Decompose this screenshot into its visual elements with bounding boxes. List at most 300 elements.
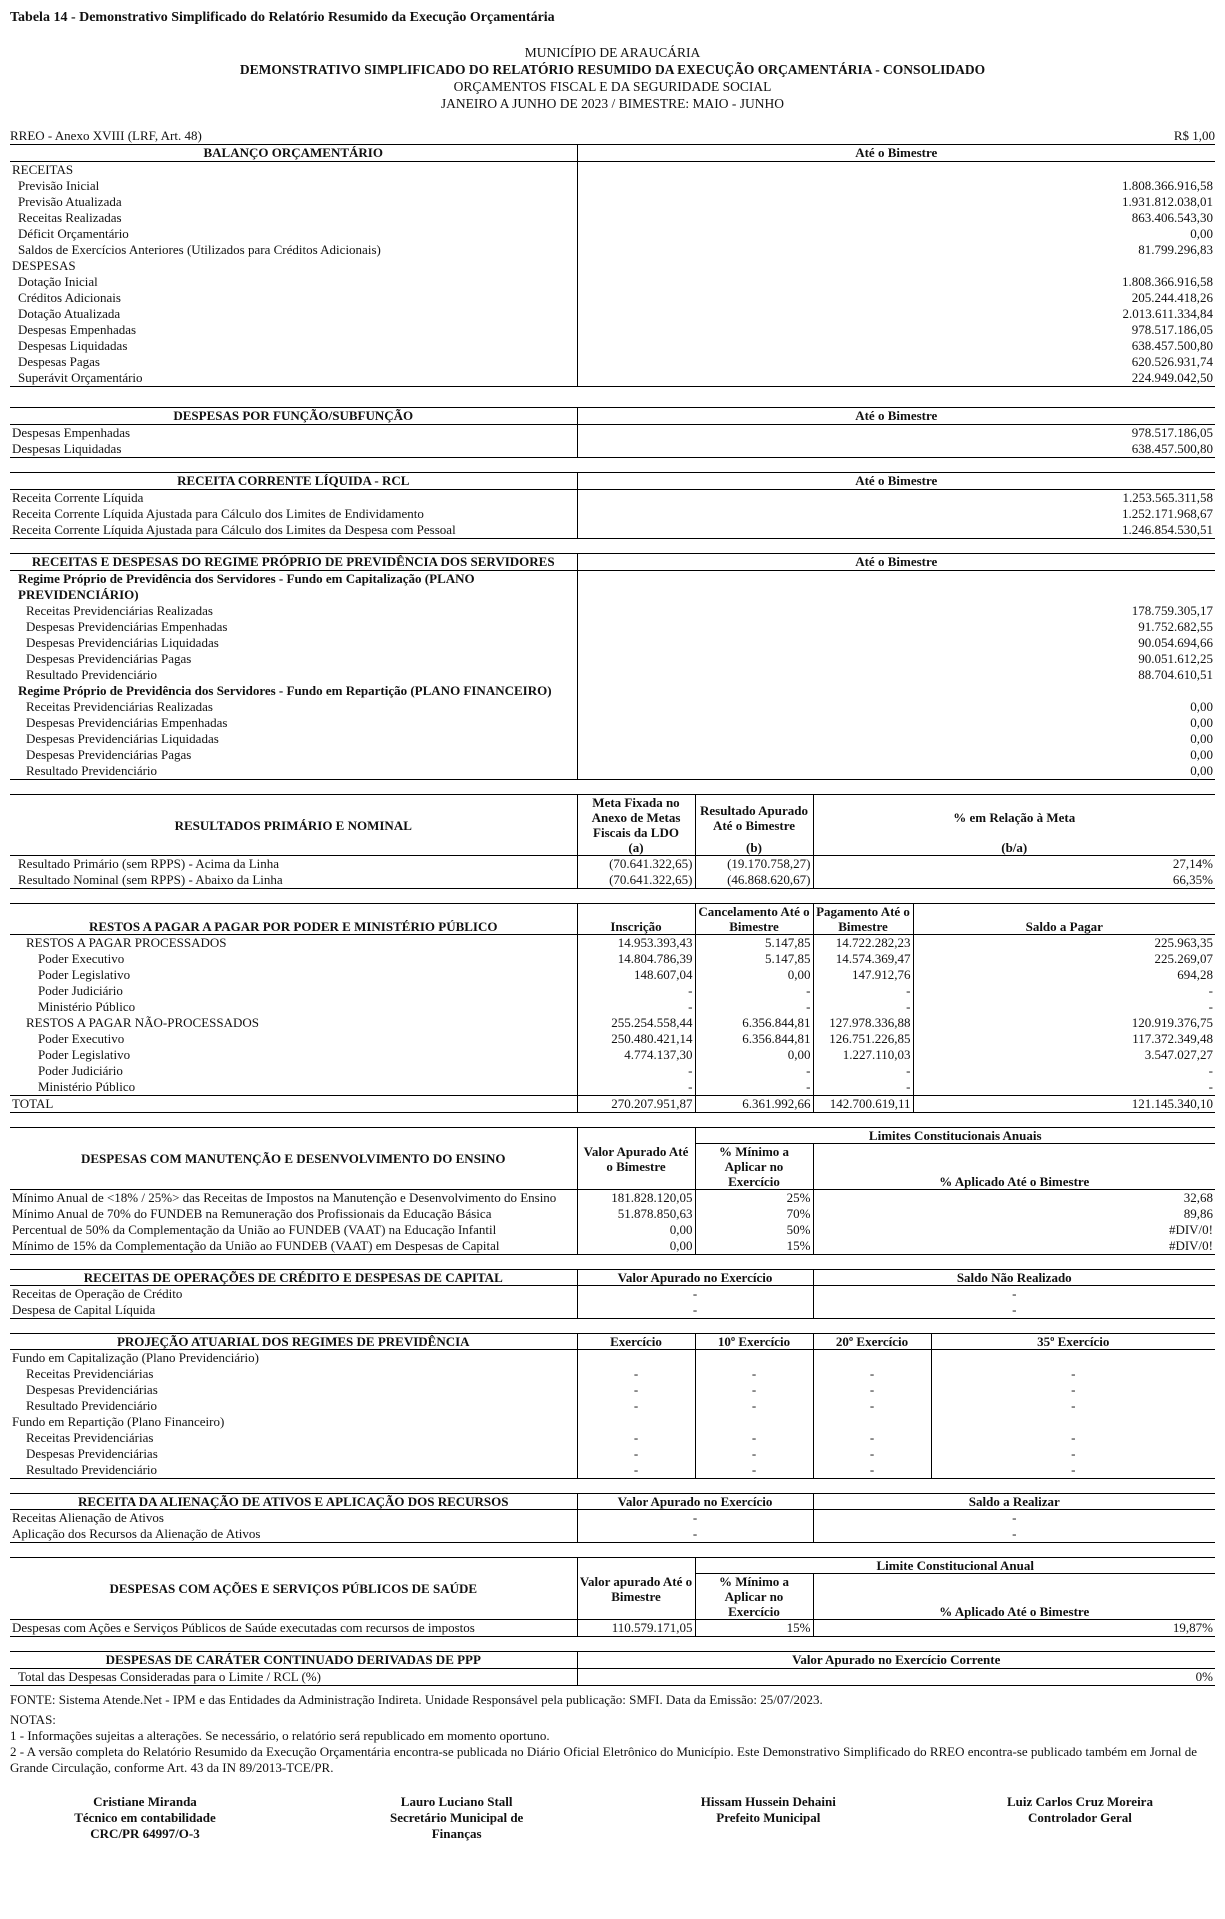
atuarial-value: - xyxy=(577,1382,695,1398)
primario-label: Resultado Primário (sem RPPS) - Acima da Linha xyxy=(10,856,577,873)
rcl-title: RECEITA CORRENTE LÍQUIDA - RCL xyxy=(10,473,577,490)
rpps-g2-label: Despesas Previdenciárias Pagas xyxy=(10,747,577,763)
balanco-receita-value: 0,00 xyxy=(1190,226,1213,241)
signature-block xyxy=(10,1794,280,1842)
atuarial-label: Resultado Previdenciário xyxy=(10,1398,577,1414)
rpps-g1-value: 88.704.610,51 xyxy=(1138,667,1213,682)
rcl-row xyxy=(10,490,1215,507)
currency-unit: R$ 1,00 xyxy=(1173,128,1215,143)
saude-row xyxy=(10,1620,1215,1637)
rcl-label: Receita Corrente Líquida Ajustada para Cálculo dos Limites da Despesa com Pessoal xyxy=(10,522,577,539)
balanco-despesa-value: 1.808.366.916,58 xyxy=(1122,274,1213,289)
report-header xyxy=(10,44,1215,112)
ppp-row-value: 0% xyxy=(1195,1669,1213,1684)
atuarial-label: Receitas Previdenciárias xyxy=(10,1366,577,1382)
balanco-despesa-row xyxy=(10,354,1215,370)
atuarial-group-2 xyxy=(10,1414,1215,1430)
rcl-row xyxy=(10,506,1215,522)
atuarial-title: PROJEÇÃO ATUARIAL DOS REGIMES DE PREVIDÊNCIA xyxy=(10,1334,577,1350)
empty-cell xyxy=(931,1350,1215,1367)
alienacao-col-a: Valor Apurado no Exercício xyxy=(577,1494,813,1510)
balanco-despesa-label: Créditos Adicionais xyxy=(10,290,577,306)
alienacao-label: Aplicação dos Recursos da Alienação de Ativos xyxy=(10,1526,577,1543)
primario-b: (46.868.620,67) xyxy=(695,872,813,889)
restos-row xyxy=(10,935,1215,952)
atuarial-value: - xyxy=(577,1366,695,1382)
restos-value: - xyxy=(813,1063,913,1079)
primario-col-a-tag: (a) xyxy=(577,840,695,856)
balanco-receita-row xyxy=(10,210,1215,226)
rpps-g2-label: Despesas Previdenciárias Liquidadas xyxy=(10,731,577,747)
balanco-despesa-value: 620.526.931,74 xyxy=(1131,354,1213,369)
restos-value: - xyxy=(813,1079,913,1096)
rpps-g2-row xyxy=(10,699,1215,715)
primario-title: RESULTADOS PRIMÁRIO E NOMINAL xyxy=(10,795,577,856)
header-municipality: MUNICÍPIO DE ARAUCÁRIA xyxy=(524,45,701,60)
restos-value: 6.356.844,81 xyxy=(695,1031,813,1047)
rpps-g2-value: 0,00 xyxy=(1190,731,1213,746)
balanco-receita-value: 1.931.812.038,01 xyxy=(1122,194,1213,209)
atuarial-col-3: 35º Exercício xyxy=(931,1334,1215,1350)
primario-a: (70.641.322,65) xyxy=(577,856,695,873)
restos-total-label: TOTAL xyxy=(10,1096,577,1113)
rpps-title: RECEITAS E DESPESAS DO REGIME PRÓPRIO DE PREVIDÊNCIA DOS SERVIDORES xyxy=(10,554,577,571)
balanco-title: BALANÇO ORÇAMENTÁRIO xyxy=(10,145,577,162)
empty-cell xyxy=(577,258,1215,274)
restos-value: - xyxy=(1208,1063,1213,1078)
restos-table xyxy=(10,903,1215,1113)
primario-b: (19.170.758,27) xyxy=(695,856,813,873)
atuarial-value: - xyxy=(695,1430,813,1446)
rpps-g1-row xyxy=(10,667,1215,683)
empty-cell xyxy=(577,571,1215,604)
restos-label: Poder Legislativo xyxy=(10,967,577,983)
restos-row xyxy=(10,999,1215,1015)
signature-extra: Finanças xyxy=(431,1826,482,1841)
balanco-receita-row xyxy=(10,242,1215,258)
balanco-receita-value: 863.406.543,30 xyxy=(1131,210,1213,225)
restos-value: - xyxy=(813,983,913,999)
ensino-c: #DIV/0! xyxy=(1168,1222,1213,1237)
ensino-row xyxy=(10,1190,1215,1207)
signature-name: Luiz Carlos Cruz Moreira xyxy=(1006,1794,1153,1809)
restos-label: RESTOS A PAGAR PROCESSADOS xyxy=(10,935,577,952)
rpps-g2-label: Receitas Previdenciárias Realizadas xyxy=(10,699,577,715)
atuarial-row xyxy=(10,1430,1215,1446)
rpps-g1-label: Resultado Previdenciário xyxy=(10,667,577,683)
balanco-receita-label: Déficit Orçamentário xyxy=(10,226,577,242)
restos-row xyxy=(10,1063,1215,1079)
primario-col-b: Resultado Apurado Até o Bimestre xyxy=(695,795,813,841)
restos-value: - xyxy=(1208,983,1213,998)
rpps-group-1 xyxy=(10,571,1215,604)
balanco-despesa-label: Despesas Pagas xyxy=(10,354,577,370)
ensino-b: 15% xyxy=(695,1238,813,1255)
atuarial-value: - xyxy=(695,1398,813,1414)
balanco-despesa-label: Superávit Orçamentário xyxy=(10,370,577,387)
rpps-g1-label: Despesas Previdenciárias Pagas xyxy=(10,651,577,667)
funcao-table xyxy=(10,407,1215,458)
rpps-g1-value: 90.054.694,66 xyxy=(1138,635,1213,650)
restos-value: - xyxy=(1208,999,1213,1014)
ppp-row xyxy=(10,1669,1215,1686)
balanco-receita-row xyxy=(10,194,1215,210)
ensino-c: 32,68 xyxy=(1183,1190,1213,1205)
atuarial-col-1: 10º Exercício xyxy=(695,1334,813,1350)
rpps-g2-value: 0,00 xyxy=(1190,699,1213,714)
restos-label: Poder Judiciário xyxy=(10,1063,577,1079)
restos-value: 4.774.137,30 xyxy=(577,1047,695,1063)
atuarial-value: - xyxy=(577,1430,695,1446)
empty-cell xyxy=(931,1414,1215,1430)
credito-title: RECEITAS DE OPERAÇÕES DE CRÉDITO E DESPESAS DE CAPITAL xyxy=(10,1270,577,1286)
credito-col-a: Valor Apurado no Exercício xyxy=(577,1270,813,1286)
rpps-g1-label: Despesas Previdenciárias Liquidadas xyxy=(10,635,577,651)
restos-value: - xyxy=(577,1079,695,1096)
ensino-row xyxy=(10,1206,1215,1222)
balanco-despesa-label: Dotação Atualizada xyxy=(10,306,577,322)
funcao-row xyxy=(10,425,1215,442)
atuarial-value: - xyxy=(1071,1462,1076,1477)
atuarial-row xyxy=(10,1446,1215,1462)
balanco-despesa-value: 978.517.186,05 xyxy=(1131,322,1213,337)
restos-row xyxy=(10,983,1215,999)
balanco-receita-value: 81.799.296,83 xyxy=(1138,242,1213,257)
atuarial-col-0: Exercício xyxy=(577,1334,695,1350)
atuarial-row xyxy=(10,1366,1215,1382)
restos-value: 250.480.421,14 xyxy=(577,1031,695,1047)
restos-value: 1.227.110,03 xyxy=(813,1047,913,1063)
balanco-despesas-label xyxy=(10,258,1215,274)
rpps-col: Até o Bimestre xyxy=(577,554,1215,571)
funcao-row xyxy=(10,441,1215,458)
empty-cell xyxy=(577,683,1215,699)
rcl-col: Até o Bimestre xyxy=(577,473,1215,490)
balanco-receitas-label xyxy=(10,162,1215,179)
ensino-c: 89,86 xyxy=(1183,1206,1213,1221)
balanco-receitas-label-text: RECEITAS xyxy=(10,162,577,179)
primario-row xyxy=(10,872,1215,889)
saude-title: DESPESAS COM AÇÕES E SERVIÇOS PÚBLICOS DE SAÚDE xyxy=(10,1558,577,1620)
atuarial-value: - xyxy=(1071,1430,1076,1445)
atuarial-value: - xyxy=(813,1398,931,1414)
restos-total-row xyxy=(10,1096,1215,1113)
rpps-group-2 xyxy=(10,683,1215,699)
rcl-value: 1.253.565.311,58 xyxy=(1122,490,1213,505)
signature-block xyxy=(633,1794,903,1842)
ensino-c: #DIV/0! xyxy=(1168,1238,1213,1253)
balanco-receita-label: Previsão Atualizada xyxy=(10,194,577,210)
empty-cell xyxy=(695,1350,813,1367)
rpps-g1-row xyxy=(10,651,1215,667)
restos-label: Poder Executivo xyxy=(10,1031,577,1047)
footer-note-2: 2 - A versão completa do Relatório Resumido da Execução Orçamentária encontra-se publicada no Diário Oficial Eletrônico do Município. Este Demonstrativo Simplificado do RREO encontra-se publicado também em Jornal de Grande Circulação, conforme Art. 43 da IN 89/2013-TCE/PR. xyxy=(10,1744,1197,1775)
footer-note-1: 1 - Informações sujeitas a alterações. Se necessário, o relatório será republicado em momento oportuno. xyxy=(10,1728,550,1743)
saude-row-b: 15% xyxy=(695,1620,813,1637)
ensino-b: 25% xyxy=(695,1190,813,1207)
restos-total-value: 121.145.340,10 xyxy=(1131,1096,1213,1111)
funcao-value: 638.457.500,80 xyxy=(1131,441,1213,456)
rpps-g1-label: Receitas Previdenciárias Realizadas xyxy=(10,603,577,619)
rpps-g1-value: 91.752.682,55 xyxy=(1138,619,1213,634)
balanco-receita-label: Previsão Inicial xyxy=(10,178,577,194)
header-period: JANEIRO A JUNHO DE 2023 / BIMESTRE: MAIO - JUNHO xyxy=(440,96,785,111)
rpps-g2-value: 0,00 xyxy=(1190,763,1213,778)
empty-cell xyxy=(813,1350,931,1367)
signature-role: Técnico em contabilidade xyxy=(74,1810,216,1825)
atuarial-value: - xyxy=(813,1366,931,1382)
restos-value: 0,00 xyxy=(695,967,813,983)
rpps-group-1-text: Regime Próprio de Previdência dos Servidores - Fundo em Capitalização (PLANO PREVIDENCIÁRIO) xyxy=(10,571,577,604)
funcao-title: DESPESAS POR FUNÇÃO/SUBFUNÇÃO xyxy=(10,408,577,425)
signature-extra: CRC/PR 64997/O-3 xyxy=(90,1826,200,1841)
restos-label: RESTOS A PAGAR NÃO-PROCESSADOS xyxy=(10,1015,577,1031)
restos-value: 14.574.369,47 xyxy=(813,951,913,967)
ensino-row xyxy=(10,1238,1215,1255)
restos-row xyxy=(10,967,1215,983)
restos-value: 120.919.376,75 xyxy=(1131,1015,1213,1030)
restos-value: - xyxy=(577,1063,695,1079)
ensino-a: 51.878.850,63 xyxy=(577,1206,695,1222)
restos-value: - xyxy=(1208,1079,1213,1094)
saude-group: Limite Constitucional Anual xyxy=(695,1558,1215,1574)
credito-label: Receitas de Operação de Crédito xyxy=(10,1286,577,1303)
rpps-table xyxy=(10,553,1215,780)
atuarial-value: - xyxy=(813,1446,931,1462)
rpps-g2-label: Despesas Previdenciárias Empenhadas xyxy=(10,715,577,731)
credito-col-b: Saldo Não Realizado xyxy=(813,1270,1215,1286)
primario-col-b-tag: (b) xyxy=(695,840,813,856)
credito-a: - xyxy=(577,1286,813,1303)
ensino-table xyxy=(10,1127,1215,1255)
restos-value: - xyxy=(695,999,813,1015)
restos-value: 14.953.393,43 xyxy=(577,935,695,952)
signatures xyxy=(10,1794,1215,1842)
primario-table xyxy=(10,794,1215,889)
rcl-value: 1.246.854.530,51 xyxy=(1122,522,1213,537)
rreo-annex: RREO - Anexo XVIII (LRF, Art. 48) xyxy=(10,128,202,143)
restos-row xyxy=(10,951,1215,967)
funcao-value: 978.517.186,05 xyxy=(1131,425,1213,440)
balanco-despesa-label: Despesas Empenhadas xyxy=(10,322,577,338)
rpps-g2-row xyxy=(10,715,1215,731)
restos-value: - xyxy=(813,999,913,1015)
balanco-receita-label: Saldos de Exercícios Anteriores (Utilizados para Créditos Adicionais) xyxy=(10,242,577,258)
restos-col-3: Saldo a Pagar xyxy=(913,904,1215,935)
credito-a: - xyxy=(577,1302,813,1319)
atuarial-value: - xyxy=(577,1398,695,1414)
restos-label: Poder Legislativo xyxy=(10,1047,577,1063)
balanco-despesa-label: Dotação Inicial xyxy=(10,274,577,290)
atuarial-label: Despesas Previdenciárias xyxy=(10,1382,577,1398)
signature-name: Hissam Hussein Dehaini xyxy=(700,1794,836,1809)
atuarial-label: Resultado Previdenciário xyxy=(10,1462,577,1479)
restos-title: RESTOS A PAGAR A PAGAR POR PODER E MINISTÉRIO PÚBLICO xyxy=(10,904,577,935)
restos-label: Poder Executivo xyxy=(10,951,577,967)
rpps-g1-value: 178.759.305,17 xyxy=(1131,603,1213,618)
restos-col-1: Cancelamento Até o Bimestre xyxy=(695,904,813,935)
ensino-b: 70% xyxy=(695,1206,813,1222)
restos-value: 126.751.226,85 xyxy=(813,1031,913,1047)
primario-c: 27,14% xyxy=(1172,856,1213,871)
balanco-despesas-label-text: DESPESAS xyxy=(10,258,577,274)
restos-label: Ministério Público xyxy=(10,1079,577,1096)
ensino-label: Mínimo Anual de <18% / 25%> das Receitas de Impostos na Manutenção e Desenvolvimento do Ensino xyxy=(10,1190,577,1207)
header-report-name: DEMONSTRATIVO SIMPLIFICADO DO RELATÓRIO RESUMIDO DA EXECUÇÃO ORÇAMENTÁRIA - CONSOLIDADO xyxy=(239,62,986,77)
rcl-label: Receita Corrente Líquida xyxy=(10,490,577,507)
funcao-label: Despesas Liquidadas xyxy=(10,441,577,458)
balanco-despesa-value: 205.244.418,26 xyxy=(1131,290,1213,305)
ensino-col-c: % Aplicado Até o Bimestre xyxy=(813,1144,1215,1190)
alienacao-a: - xyxy=(577,1526,813,1543)
restos-value: - xyxy=(695,983,813,999)
restos-label: Poder Judiciário xyxy=(10,983,577,999)
ppp-table xyxy=(10,1651,1215,1686)
atuarial-value: - xyxy=(813,1382,931,1398)
restos-total-value: 142.700.619,11 xyxy=(813,1096,913,1113)
ensino-a: 181.828.120,05 xyxy=(577,1190,695,1207)
alienacao-col-b: Saldo a Realizar xyxy=(813,1494,1215,1510)
restos-value: 255.254.558,44 xyxy=(577,1015,695,1031)
atuarial-value: - xyxy=(1071,1382,1076,1397)
restos-value: 694,28 xyxy=(1177,967,1213,982)
atuarial-table xyxy=(10,1333,1215,1479)
balanco-receita-row xyxy=(10,178,1215,194)
restos-value: 117.372.349,48 xyxy=(1132,1031,1213,1046)
restos-value: - xyxy=(695,1079,813,1096)
signature-role: Prefeito Municipal xyxy=(716,1810,821,1825)
balanco-receita-label: Receitas Realizadas xyxy=(10,210,577,226)
atuarial-row xyxy=(10,1382,1215,1398)
restos-value: - xyxy=(577,983,695,999)
report-page xyxy=(10,8,1215,1842)
restos-value: 5.147,85 xyxy=(695,935,813,952)
restos-value: 14.804.786,39 xyxy=(577,951,695,967)
ppp-row-label: Total das Despesas Consideradas para o Limite / RCL (%) xyxy=(10,1669,577,1686)
atuarial-value: - xyxy=(577,1462,695,1479)
restos-total-value: 270.207.951,87 xyxy=(577,1096,695,1113)
rpps-g1-row xyxy=(10,619,1215,635)
alienacao-b: - xyxy=(1012,1510,1017,1525)
restos-row xyxy=(10,1047,1215,1063)
balanco-despesa-label: Despesas Liquidadas xyxy=(10,338,577,354)
signature-block xyxy=(945,1794,1215,1842)
credito-label: Despesa de Capital Líquida xyxy=(10,1302,577,1319)
saude-row-c: 19,87% xyxy=(1172,1620,1213,1635)
balanco-table xyxy=(10,145,1215,387)
restos-value: 225.963,35 xyxy=(1154,935,1213,950)
primario-label: Resultado Nominal (sem RPPS) - Abaixo da Linha xyxy=(10,872,577,889)
ensino-b: 50% xyxy=(695,1222,813,1238)
document-title: Tabela 14 - Demonstrativo Simplificado do Relatório Resumido da Execução Orçamentária xyxy=(10,10,555,25)
balanco-despesa-value: 2.013.611.334,84 xyxy=(1122,306,1213,321)
balanco-col: Até o Bimestre xyxy=(577,145,1215,162)
credito-b: - xyxy=(1012,1286,1017,1301)
restos-col-0: Inscrição xyxy=(577,904,695,935)
saude-table xyxy=(10,1557,1215,1637)
credito-b: - xyxy=(1012,1302,1017,1317)
atuarial-row xyxy=(10,1398,1215,1414)
primario-col-a: Meta Fixada no Anexo de Metas Fiscais da LDO xyxy=(577,795,695,841)
restos-value: - xyxy=(577,999,695,1015)
restos-value: - xyxy=(695,1063,813,1079)
saude-row-a: 110.579.171,05 xyxy=(577,1620,695,1637)
restos-value: 147.912,76 xyxy=(813,967,913,983)
signature-block xyxy=(322,1794,592,1842)
atuarial-row xyxy=(10,1462,1215,1479)
atuarial-group-1 xyxy=(10,1350,1215,1367)
restos-value: 0,00 xyxy=(695,1047,813,1063)
ppp-col: Valor Apurado no Exercício Corrente xyxy=(577,1652,1215,1669)
ensino-row xyxy=(10,1222,1215,1238)
atuarial-value: - xyxy=(813,1462,931,1479)
ensino-title: DESPESAS COM MANUTENÇÃO E DESENVOLVIMENTO DO ENSINO xyxy=(10,1128,577,1190)
atuarial-value: - xyxy=(695,1366,813,1382)
atuarial-group-label: Fundo em Capitalização (Plano Previdenciário) xyxy=(10,1350,577,1367)
signature-role: Controlador Geral xyxy=(1028,1810,1132,1825)
atuarial-value: - xyxy=(577,1446,695,1462)
credito-table xyxy=(10,1269,1215,1319)
restos-row xyxy=(10,1015,1215,1031)
restos-row xyxy=(10,1079,1215,1096)
rcl-row xyxy=(10,522,1215,539)
balanco-despesa-row xyxy=(10,370,1215,387)
restos-total-value: 6.361.992,66 xyxy=(695,1096,813,1113)
rcl-label: Receita Corrente Líquida Ajustada para Cálculo dos Limites de Endividamento xyxy=(10,506,577,522)
footer-source: FONTE: Sistema Atende.Net - IPM e das Entidades da Administração Indireta. Unidade Responsável pela publicação: SMFI. Data da Emissão: 25/07/2023. xyxy=(10,1692,823,1707)
credito-row xyxy=(10,1286,1215,1303)
footer-notes-label: NOTAS: xyxy=(10,1712,56,1727)
alienacao-title: RECEITA DA ALIENAÇÃO DE ATIVOS E APLICAÇÃO DOS RECURSOS xyxy=(10,1494,577,1510)
balanco-despesa-value: 638.457.500,80 xyxy=(1131,338,1213,353)
restos-label: Ministério Público xyxy=(10,999,577,1015)
saude-col-a: Valor apurado Até o Bimestre xyxy=(577,1558,695,1620)
rcl-value: 1.252.171.968,67 xyxy=(1122,506,1213,521)
restos-value: 225.269,07 xyxy=(1154,951,1213,966)
ensino-group: Limites Constitucionais Anuais xyxy=(695,1128,1215,1144)
rpps-g2-row xyxy=(10,731,1215,747)
balanco-despesa-row xyxy=(10,306,1215,322)
rreo-line xyxy=(10,128,1215,145)
ensino-label: Mínimo Anual de 70% do FUNDEB na Remuneração dos Profissionais da Educação Básica xyxy=(10,1206,577,1222)
alienacao-label: Receitas Alienação de Ativos xyxy=(10,1510,577,1527)
signature-name: Lauro Luciano Stall xyxy=(400,1794,513,1809)
atuarial-group-label: Fundo em Repartição (Plano Financeiro) xyxy=(10,1414,577,1430)
footer xyxy=(10,1692,1215,1776)
rpps-g2-value: 0,00 xyxy=(1190,715,1213,730)
empty-cell xyxy=(577,162,1215,179)
primario-c: 66,35% xyxy=(1172,872,1213,887)
atuarial-value: - xyxy=(695,1446,813,1462)
restos-value: 127.978.336,88 xyxy=(813,1015,913,1031)
rpps-g2-row xyxy=(10,747,1215,763)
ppp-title: DESPESAS DE CARÁTER CONTINUADO DERIVADAS DE PPP xyxy=(10,1652,577,1669)
ensino-label: Percentual de 50% da Complementação da União ao FUNDEB (VAAT) na Educação Infantil xyxy=(10,1222,577,1238)
credito-row xyxy=(10,1302,1215,1319)
balanco-despesa-row xyxy=(10,290,1215,306)
restos-value: 3.547.027,27 xyxy=(1144,1047,1213,1062)
alienacao-b: - xyxy=(1012,1526,1017,1541)
atuarial-label: Receitas Previdenciárias xyxy=(10,1430,577,1446)
empty-cell xyxy=(577,1350,695,1367)
saude-col-c: % Aplicado Até o Bimestre xyxy=(813,1574,1215,1620)
balanco-receita-row xyxy=(10,226,1215,242)
atuarial-value: - xyxy=(1071,1446,1076,1461)
balanco-despesa-row xyxy=(10,274,1215,290)
atuarial-value: - xyxy=(695,1462,813,1479)
primario-a: (70.641.322,65) xyxy=(577,872,695,889)
alienacao-a: - xyxy=(577,1510,813,1527)
